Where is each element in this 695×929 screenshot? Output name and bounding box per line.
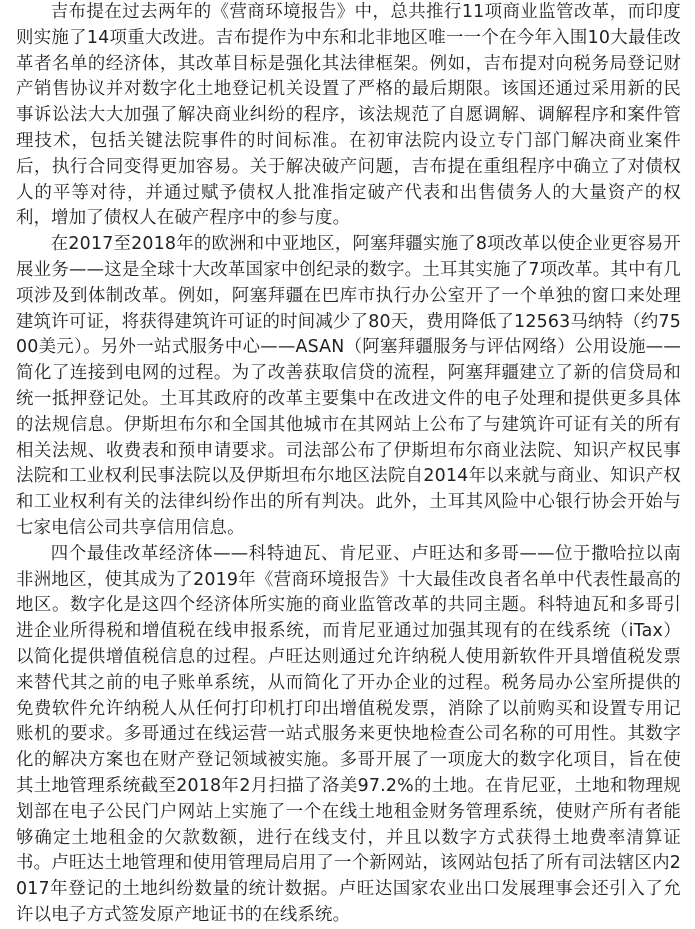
paragraph-europe-central-asia-reforms: 在2017至2018年的欧洲和中亚地区，阿塞拜疆实施了8项改革以使企业更容易开展业务——这是全球十大改革国家中创纪录的数字。土耳其实施了7项改革。其中有几项涉及到体制改革。例如，阿塞拜疆在巴库市执行办公室开了一个单独的窗口来处理建筑许可证，将获得建筑许可证的时间减少了80天，费用降低了12563马纳特（约7500美元）。另外一站式服务中心——ASAN（阿塞拜疆服务与评估网络）公用设施——简化了连接到电网的过程。为了改善获取信贷的流程，阿塞拜疆建立了新的信贷局和统一抵押登记处。土耳其政府的改革主要集中在改进文件的电子处理和提供更多具体的法规信息。伊斯坦布尔和全国其他城市在其网站上公布了与建筑许可证有关的所有相关法规、收费表和预申请要求。司法部公布了伊斯坦布尔商业法院、知识产权民事法院和工业权利民事法院以及伊斯坦布尔地区法院自2014年以来就与商业、知识产权和工业权利有关的法律纠纷作出的所有判决。此外，土耳其风险中心银行协会开始与七家电信公司共享信用信息。 bbox=[16, 234, 681, 538]
paragraph-djibouti-reforms: 吉布提在过去两年的《营商环境报告》中，总共推行11项商业监管改革，而印度则实施了14项重大改进。吉布提作为中东和北非地区唯一一个在今年入围10大最佳改革者名单的经济体，其改革目标是强化其法律框架。例如，吉布提对向税务局登记财产销售协议并对数字化土地登记机关设置了严格的最后期限。该国还通过采用新的民事诉讼法大大加强了解决商业纠纷的程序，该法规范了自愿调解、调解程序和案件管理技术，包括关键法院事件的时间标准。在初审法院内设立专门部门解决商业案件后，执行合同变得更加容易。关于解决破产问题，吉布提在重组程序中确立了对债权人的平等对待，并通过赋予债权人批准指定破产代表和出售债务人的大量资产的权利，增加了债权人在破产程序中的参与度。 bbox=[16, 2, 681, 229]
paragraph-sub-saharan-africa-reforms: 四个最佳改革经济体——科特迪瓦、肯尼亚、卢旺达和多哥——位于撒哈拉以南非洲地区，使其成为了2019年《营商环境报告》十大最佳改良者名单中代表性最高的地区。数字化是这四个经济体所实施的商业监管改革的共同主题。科特迪瓦和多哥引进企业所得税和增值税在线申报系统，而肯尼亚通过加强其现有的在线系统（iTax）以简化提供增值税信息的过程。卢旺达则通过允许纳税人使用新软件开具增值税发票来替代其之前的电子账单系统，从而简化了开办企业的过程。税务局办公室所提供的免费软件允许纳税人从任何打印机打印出增值税发票，消除了以前购买和设置专用记账机的要求。多哥通过在线运营一站式服务来更快地检查公司名称的可用性。其数字化的解决方案也在财产登记领域被实施。多哥开展了一项庞大的数字化项目，旨在使其土地管理系统截至2018年2月扫描了洛美97.2%的土地。在肯尼亚，土地和物理规划部在电子公民门户网站上实施了一个在线土地租金财务管理系统，使财产所有者能够确定土地租金的欠款数额，进行在线支付，并且以数字方式获得土地费率清算证书。卢旺达土地管理和使用管理局启用了一个新网站，该网站包括了所有司法辖区内2017年登记的土地纠纷数量的统计数据。卢旺达国家农业出口发展理事会还引入了允许以电子方式签发原产地证书的在线系统。 bbox=[16, 543, 681, 925]
